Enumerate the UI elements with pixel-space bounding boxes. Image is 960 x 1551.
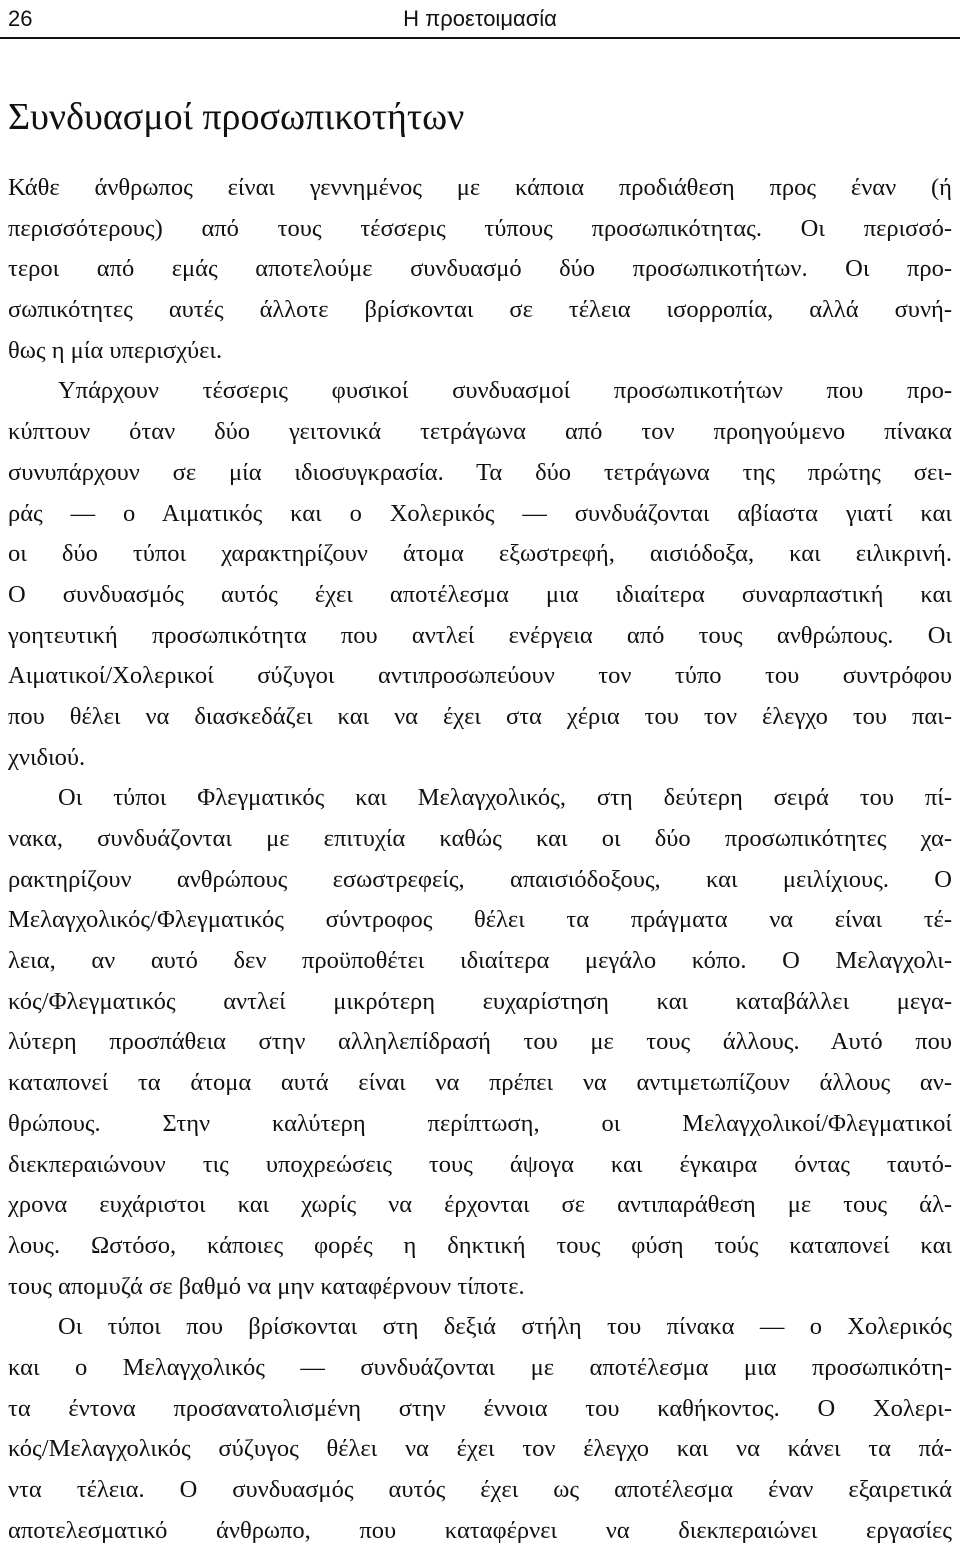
body-text	[8, 168, 952, 1551]
text-line: Οι τύποι που βρίσκονται στη δεξιά στήλη του πίνακα — ο Χολερικός	[58, 1313, 952, 1341]
section-title: Συνδυασμοί προσωπικοτήτων	[8, 96, 465, 138]
text-line: Κάθε άνθρωπος είναι γεννημένος με κάποια προδιάθεση προς έναν (ή	[8, 174, 952, 201]
text-line: και ο Μελαγχολικός — συνδυάζονται με αποτέλεσμα μια προσωπικότη-	[8, 1353, 952, 1381]
text-line: ράς — ο Αιματικός και ο Χολερικός — συνδυάζονται αβίαστα γιατί και	[8, 499, 952, 527]
text-line: που θέλει να διασκεδάζει και να έχει στα χέρια του τον έλεγχο του παι-	[8, 702, 952, 730]
text-line: συνυπάρχουν σε μία ιδιοσυγκρασία. Τα δύο τετράγωνα της πρώτης σει-	[8, 458, 952, 486]
text-line: ρακτηρίζουν ανθρώπους εσωστρεφείς, απαισιόδοξους, και μειλίχιους. Ο	[8, 865, 952, 893]
text-line: λους. Ωστόσο, κάποιες φορές η δηκτική τους φύση τούς καταπονεί και	[8, 1231, 952, 1259]
page-header	[0, 0, 960, 38]
text-line: Οι τύποι Φλεγματικός και Μελαγχολικός, στη δεύτερη σειρά του πί-	[58, 784, 952, 812]
text-line: Αιματικοί/Χολερικοί σύζυγοι αντιπροσωπεύουν τον τύπο του συντρόφου	[8, 662, 952, 690]
text-line: κύπτουν όταν δύο γειτονικά τετράγωνα από τον προηγούμενο πίνακα	[8, 418, 952, 446]
text-line: νακα, συνδυάζονται με επιτυχία καθώς και οι δύο προσωπικότητες χα-	[8, 825, 952, 852]
text-line: τεροι από εμάς αποτελούμε συνδυασμό δύο προσωπικοτήτων. Οι προ-	[8, 255, 952, 283]
text-line: οι δύο τύποι χαρακτηρίζουν άτομα εξωστρεφή, αισιόδοξα, και ειλικρινή.	[8, 540, 952, 568]
running-head: Η προετοιμασία	[403, 6, 557, 31]
header-rule	[0, 37, 960, 39]
text-line: γοητευτική προσωπικότητα που αντλεί ενέργεια από τους ανθρώπους. Οι	[8, 621, 952, 649]
text-line: Μελαγχολικός/Φλεγματικός σύντροφος θέλει τα πράγματα να είναι τέ-	[8, 906, 952, 934]
text-line: χρονα ευχάριστοι και χωρίς να έρχονται σε αντιπαράθεση με τους άλ-	[8, 1191, 952, 1219]
text-line: τα έντονα προσανατολισμένη στην έννοια του καθήκοντος. Ο Χολερι-	[8, 1394, 952, 1422]
text-line: θρώπους. Στην καλύτερη περίπτωση, οι Μελαγχολικοί/Φλεγματικοί	[8, 1109, 952, 1137]
text-line: κός/Φλεγματικός αντλεί μικρότερη ευχαρίστηση και καταβάλλει μεγα-	[8, 987, 952, 1015]
text-line: Ο συνδυασμός αυτός έχει αποτέλεσμα μια ιδιαίτερα συναρπαστική και	[8, 580, 952, 608]
text-line: σωπικότητες αυτές άλλοτε βρίσκονται σε τέλεια ισορροπία, αλλά συνή-	[8, 296, 952, 324]
text-line: διεκπεραιώνουν τις υποχρεώσεις τους άψογα και έγκαιρα όντας ταυτό-	[8, 1150, 952, 1178]
text-line: λεια, αν αυτό δεν προϋποθέτει ιδιαίτερα μεγάλο κόπο. Ο Μελαγχολι-	[8, 947, 952, 975]
text-line: χνιδιού.	[8, 743, 86, 771]
page-number: 26	[8, 6, 33, 31]
text-line: θως η μία υπερισχύει.	[8, 336, 223, 364]
text-line: κός/Μελαγχολικός σύζυγος θέλει να έχει τον έλεγχο και να κάνει τα πά-	[8, 1435, 952, 1463]
text-line: λύτερη προσπάθεια στην αλληλεπίδρασή του με τους άλλους. Αυτό που	[8, 1028, 952, 1056]
text-line: Υπάρχουν τέσσερις φυσικοί συνδυασμοί προσωπικοτήτων που προ-	[58, 377, 952, 405]
text-line: τους απομυζά σε βαθμό να μην καταφέρνουν τίποτε.	[8, 1272, 525, 1300]
text-line: αποτελεσματικό άνθρωπο, που καταφέρνει να διεκπεραιώνει εργασίες	[8, 1516, 952, 1544]
text-line: καταπονεί τα άτομα αυτά είναι να πρέπει να αντιμετωπίζουν άλλους αν-	[8, 1069, 952, 1097]
text-line: περισσότερους) από τους τέσσερις τύπους προσωπικότητας. Οι περισσό-	[8, 214, 952, 242]
text-line: ντα τέλεια. Ο συνδυασμός αυτός έχει ως αποτέλεσμα έναν εξαιρετικά	[8, 1476, 952, 1503]
